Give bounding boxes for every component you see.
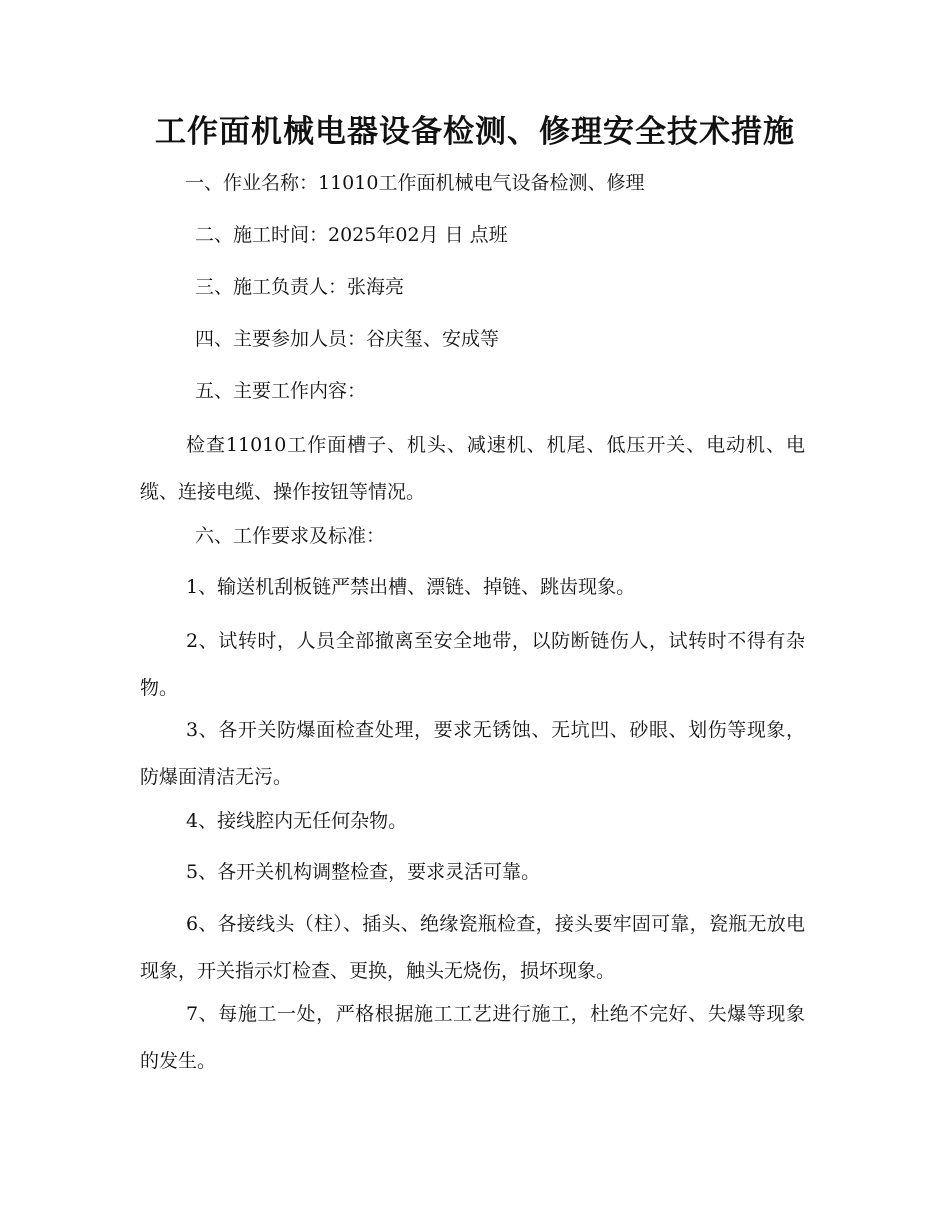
construction-time-line: 二、施工时间：2025年02月 日 点班	[195, 224, 508, 246]
requirement-item: 3、各开关防爆面检查处理，要求无锈蚀、无坑凹、砂眼、划伤等现象，防爆面清洁无污。	[140, 719, 805, 788]
content-body: 检查11010工作面槽子、机头、减速机、机尾、低压开关、电动机、电缆、连接电缆、操作按钮等情况。	[140, 434, 805, 503]
requirement-item: 7、每施工一处，严格根据施工工艺进行施工，杜绝不完好、失爆等现象的发生。	[140, 1003, 805, 1072]
members-line: 四、主要参加人员：谷庆玺、安成等	[195, 328, 500, 350]
content-heading: 五、主要工作内容：	[195, 380, 367, 402]
requirement-item: 2、试转时，人员全部撤离至安全地带，以防断链伤人，试转时不得有杂物。	[140, 630, 805, 699]
requirement-item: 1、输送机刮板链严禁出槽、漂链、掉链、跳齿现象。	[186, 576, 636, 598]
requirement-item: 4、接线腔内无任何杂物。	[186, 810, 408, 832]
document-title: 工作面机械电器设备检测、修理安全技术措施	[155, 114, 795, 150]
work-name-line: 一、作业名称：11010工作面机械电气设备检测、修理	[185, 172, 645, 194]
leader-line: 三、施工负责人：张海亮	[195, 276, 405, 298]
requirement-item: 5、各开关机构调整检查，要求灵活可靠。	[186, 861, 541, 883]
requirement-item: 6、各接线头（柱）、插头、绝缘瓷瓶检查，接头要牢固可靠，瓷瓶无放电现象，开关指示灯检查、更换，触头无烧伤，损坏现象。	[140, 913, 805, 982]
requirements-heading: 六、工作要求及标准：	[195, 525, 386, 547]
